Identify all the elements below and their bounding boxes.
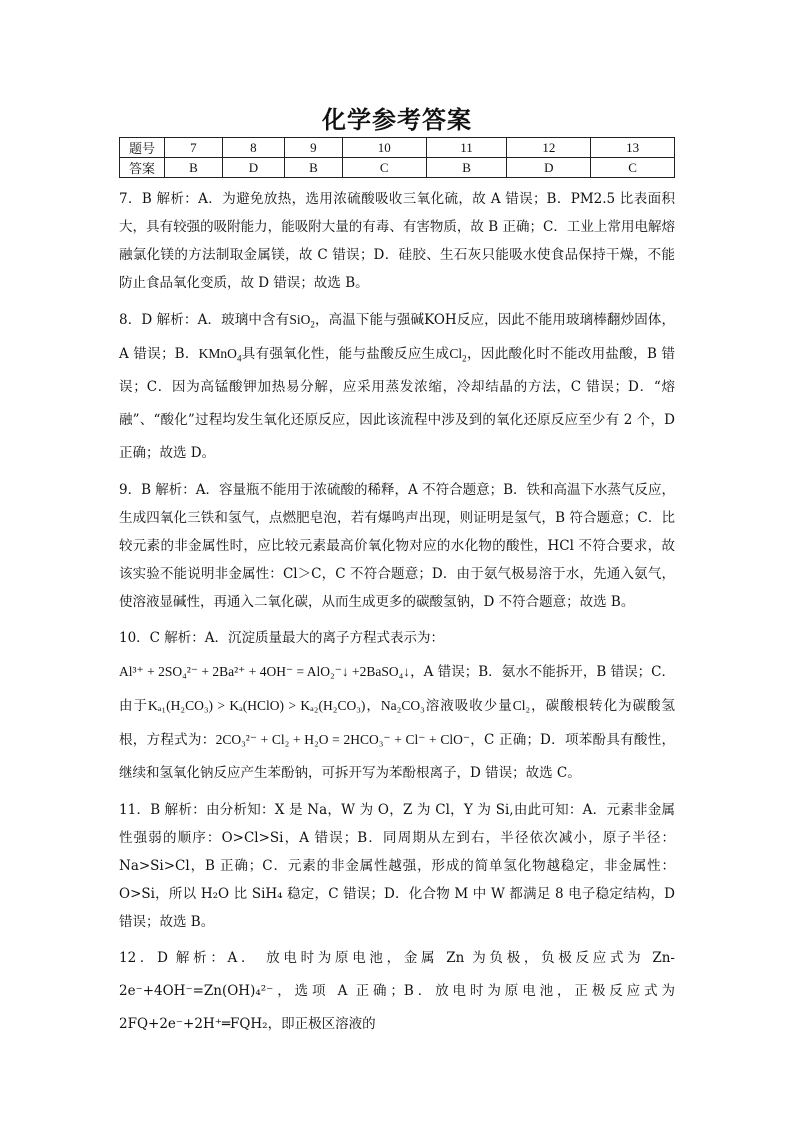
question-number: 9: [284, 138, 342, 158]
question-number: 10: [342, 138, 426, 158]
answer-label: 答案: [120, 158, 165, 178]
q12-text: ，选项 A 正确；B．放电时为原电池，正极反应式为 2FQ+2e⁻+2H⁺═FQH₂，即正极区溶液的: [119, 983, 675, 1032]
formula-kmno4: KMnO$_4$: [198, 346, 242, 364]
answer-table: [119, 137, 675, 178]
explanations-body: [119, 185, 675, 1047]
answer-table-header-row: [120, 138, 675, 158]
q8-text: ，因此酸化时不能改用盐酸，B 错误；C．因为高锰酸钾加热易分解，应采用蒸发浓缩，冷却结晶的方法，C 错误；D．“熔融”、“酸化”过程均发生氧化还原反应，因此该流程中涉及到的氧化还原反应至少有 2 个，D 正确；故选 D。: [119, 346, 676, 461]
formula-sio2: SiO$_2$: [289, 312, 315, 330]
q8-text: ，高温下能与强碱KOH反应，因此不能用玻璃棒翻炒固体，A 错误；B．: [119, 312, 675, 362]
answer-cell: B: [165, 158, 223, 178]
q12-text: 12．D 解析：A． 放电时为原电池，金属 Zn 为负极，负极反应式为 Zn-2e⁻+4OH⁻=Zn(OH)₄²⁻: [119, 950, 675, 999]
question-number: 8: [222, 138, 284, 158]
answer-table-answer-row: [120, 158, 675, 178]
q10-text: 溶液吸收少量: [424, 698, 513, 714]
formula-cl2: Cl₂: [512, 698, 531, 713]
q10-text: ，C 正确；D．项苯酚具有酸性，继续和氢氧化钠反应产生苯酚钠，可拆开写为苯酚根离子，D 错误；故选 C。: [119, 732, 676, 781]
formula-na2co3: Na₂CO₃: [380, 698, 425, 713]
explanation-q8: [119, 303, 675, 470]
equation-ka-order: Kₐ₁(H₂CO₃) > Kₐ(HClO) > Kₐ₂(H₂CO₃): [147, 698, 366, 713]
question-number: 13: [591, 138, 675, 158]
question-number: 7: [165, 138, 223, 158]
answer-cell: C: [591, 158, 675, 178]
explanation-q7: 7．B 解析：A．为避免放热，选用浓硫酸吸收三氧化硫，故 A 错误；B．PM2.5 比表面积大，具有较强的吸附能力，能吸附大量的有毒、有害物质，故 B 正确；C．工业上常用电解熔融氯化镁的方法制取金属镁，故 C 错误；D．硅胶、生石灰只能吸水使食品保持干燥，不能防止食品氧化变质，故 D 错误；故选 B。: [119, 191, 675, 291]
formula-cl2: $Cl_2$: [449, 346, 467, 364]
q8-text: 8．D 解析：A．玻璃中含有: [119, 312, 290, 328]
q8-text: 具有强氧化性，能与盐酸反应生成: [241, 346, 450, 362]
q10-text: ，A 错误；B．氨水不能拆开，B 错误；C．由于: [119, 664, 675, 714]
question-number: 12: [507, 138, 591, 158]
explanation-q10: [119, 622, 675, 790]
answer-cell: B: [284, 158, 342, 178]
answer-cell: B: [426, 158, 507, 178]
explanation-q11: 11．B 解析：由分析知：X 是 Na，W 为 O，Z 为 Cl，Y 为 Si,由此可知：A．元素非金属性强弱的顺序：O>Cl>Si，A 错误；B．同周期从左到右，半径依次减小，原子半径：Na>Si>Cl，B 正确；C．元素的非金属性越强，形成的简单氢化物越稳定，非金属性：O>Si，所以 H₂O 比 SiH₄ 稳定，C 错误；D．化合物 M 中 W 都满足 8 电子稳定结构，D 错误；故选 B。: [119, 802, 675, 930]
answer-cell: D: [222, 158, 284, 178]
page-title: 化学参考答案: [322, 106, 472, 134]
q10-text: 10．C 解析：A．沉淀质量最大的离子方程式表示为：: [119, 630, 445, 646]
explanation-q9: 9．B 解析：A．容量瓶不能用于浓硫酸的稀释，A 不符合题意；B．铁和高温下水蒸气反应，生成四氧化三铁和氢气，点燃肥皂泡，若有爆鸣声出现，则证明是氢气，B 符合题意；C．比较元素的非金属性时，应比较元素最高价氧化物对应的水化物的酸性，HCl 不符合要求，故该实验不能说明非金属性：Cl＞C，C 不符合题意；D．由于氨气极易溶于水，先通入氨气，使溶液显碱性，再通入二氧化碳，从而生成更多的碳酸氢钠，D 不符合题意；故选 B。: [119, 482, 676, 610]
header-label: 题号: [120, 138, 165, 158]
equation-carbonate-chlorine: 2CO₃²⁻ + Cl₂ + H₂O = 2HCO₃⁻ + Cl⁻ + ClO⁻: [215, 732, 470, 747]
answer-cell: C: [342, 158, 426, 178]
q10-text: ，: [365, 698, 381, 714]
answer-cell: D: [507, 158, 591, 178]
explanation-q12: [119, 942, 675, 1041]
question-number: 11: [426, 138, 507, 158]
q10-text: ，碳酸根转化为碳酸氢根，方程式为：: [119, 698, 676, 748]
equation-al-precipitation: Al³⁺ + 2SO₄²⁻ + 2Ba²⁺ + 4OH⁻ = AlO₂⁻↓ +2BaSO₄↓: [119, 664, 411, 679]
